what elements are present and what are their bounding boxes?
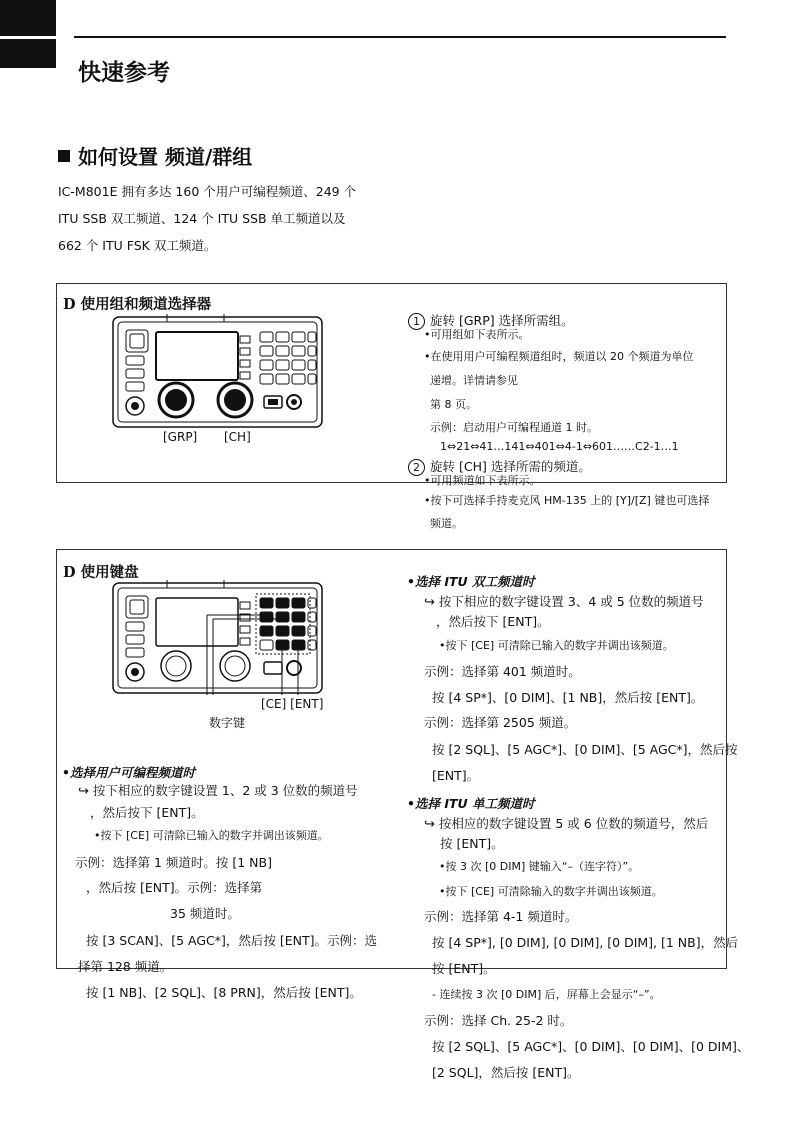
step-2-note: 频道。	[430, 517, 463, 530]
step-2-note: •按下可选择手持麦克风 HM-135 上的 [Y]/[Z] 键也可选择	[424, 494, 710, 507]
chapter-tab	[0, 0, 56, 68]
user-channel-example: 按 [1 NB]、[2 SQL]、[8 PRN]，然后按 [ENT]。	[86, 985, 362, 1000]
itu-simplex-example: 按 [4 SP*], [0 DIM], [0 DIM], [0 DIM], [1 NB]，然后	[432, 935, 739, 950]
step-1-note: •在使用用户可编程频道组时，频道以 20 个频道为单位	[424, 350, 694, 363]
user-channel-heading: •选择用户可编程频道时	[62, 765, 195, 780]
section-title	[58, 141, 252, 170]
user-channel-step	[78, 781, 358, 799]
chapter-tab-divider	[0, 36, 56, 39]
itu-duplex-example: 示例：选择第 401 频道时。	[424, 664, 581, 679]
itu-simplex-step-text: 按相应的数字键设置 5 或 6 位数的频道号，然后	[438, 816, 709, 831]
itu-simplex-example: 按 [ENT]。	[432, 961, 496, 976]
itu-simplex-note: •按 3 次 [0 DIM] 键输入“–（连字符）”。	[439, 860, 640, 873]
ce-ent-key-label: [CE] [ENT]	[261, 697, 324, 711]
itu-duplex-example: [ENT]。	[432, 768, 480, 783]
itu-duplex-step-cont: ，然后按下 [ENT]。	[436, 614, 550, 629]
itu-duplex-example: 按 [4 SP*]、[0 DIM]、[1 NB]，然后按 [ENT]。	[432, 690, 704, 705]
itu-simplex-example: [2 SQL]，然后按 [ENT]。	[432, 1065, 580, 1080]
section-title-text: 如何设置 频道/群组	[78, 145, 253, 169]
keypad-box-title: D 使用键盘	[63, 564, 139, 581]
itu-simplex-note: •按下 [CE] 可清除输入的数字并调出该频道。	[439, 885, 663, 898]
selector-box-title: D 使用组和频道选择器	[63, 296, 212, 313]
itu-duplex-example: 按 [2 SQL]、[5 AGC*]、[0 DIM]、[5 AGC*]，然后按	[432, 742, 738, 757]
step-1-note: •可用组如下表所示。	[424, 328, 530, 341]
intro-line: 662 个 ITU FSK 双工频道。	[58, 238, 217, 253]
header-rule	[74, 36, 726, 38]
itu-simplex-example: 示例：选择 Ch. 25-2 时。	[424, 1013, 573, 1028]
intro-line: ITU SSB 双工频道、124 个 ITU SSB 单工频道以及	[58, 211, 346, 226]
step-number-icon: 2	[408, 459, 425, 476]
itu-simplex-step-cont: 按 [ENT]。	[440, 836, 504, 851]
itu-simplex-example: 示例：选择第 4-1 频道时。	[424, 909, 578, 924]
arrow-right-icon: ↪	[424, 595, 435, 610]
radio-front-panel-illustration	[112, 314, 324, 429]
itu-duplex-note: •按下 [CE] 可清除已输入的数字并调出该频道。	[439, 639, 674, 652]
step-1-note: 递增。详情请参见	[430, 374, 518, 387]
user-channel-example: 择第 128 频道。	[78, 959, 173, 974]
user-channel-note: •按下 [CE] 可清除已输入的数字并调出该频道。	[94, 829, 329, 842]
user-channel-example: 按 [3 SCAN]、[5 AGC*]，然后按 [ENT]。示例：选	[86, 933, 378, 948]
itu-duplex-step-text: 按下相应的数字键设置 3、4 或 5 位数的频道号	[438, 594, 704, 609]
radio-keypad-illustration	[112, 580, 324, 695]
grp-knob-label: [GRP]	[163, 430, 198, 444]
itu-simplex-step	[424, 814, 708, 832]
step-2-text: 旋转 [CH] 选择所需的频道。	[430, 459, 591, 474]
user-channel-step-text: 按下相应的数字键设置 1、2 或 3 位数的频道号	[92, 783, 358, 798]
itu-simplex-note: - 连续按 3 次 [0 DIM] 后，屏幕上会显示“–”。	[432, 988, 661, 1001]
step-number-icon: 1	[408, 313, 425, 330]
itu-duplex-step	[424, 592, 704, 610]
itu-duplex-heading: •选择 ITU 双工频道时	[407, 574, 535, 589]
bullet-square-icon	[58, 150, 70, 162]
itu-duplex-example: 示例：选择第 2505 频道。	[424, 715, 577, 730]
user-channel-example: ，然后按 [ENT]。示例：选择第	[86, 880, 263, 895]
ch-knob-label: [CH]	[224, 430, 251, 444]
arrow-right-icon: ↪	[424, 817, 435, 832]
step-2-note: •可用频道如下表所示。	[424, 474, 541, 487]
intro-line: IC-M801E 拥有多达 160 个用户可编程频道、249 个	[58, 184, 357, 199]
itu-simplex-heading: •选择 ITU 单工频道时	[407, 796, 535, 811]
step-1-example: 示例：启动用户可编程通道 1 时。	[430, 421, 598, 434]
arrow-right-icon: ↪	[78, 784, 89, 799]
user-channel-step-cont: ，然后按下 [ENT]。	[90, 805, 204, 820]
step-1-sequence: 1⇔21⇔41…141⇔401⇔4-1⇔601……C2-1…1	[440, 440, 679, 453]
user-channel-example: 35 频道时。	[170, 906, 240, 921]
step-1-text: 旋转 [GRP] 选择所需组。	[430, 313, 574, 328]
numeric-keys-label: 数字键	[209, 716, 246, 730]
itu-simplex-example: 按 [2 SQL]、[5 AGC*]、[0 DIM]、[0 DIM]、[0 DIM]、	[432, 1039, 750, 1054]
intro-paragraph	[58, 178, 398, 259]
user-channel-example: 示例：选择第 1 频道时。按 [1 NB]	[75, 855, 272, 870]
step-1-note: 第 8 页。	[430, 398, 477, 411]
page-title: 快速参考	[78, 60, 170, 86]
